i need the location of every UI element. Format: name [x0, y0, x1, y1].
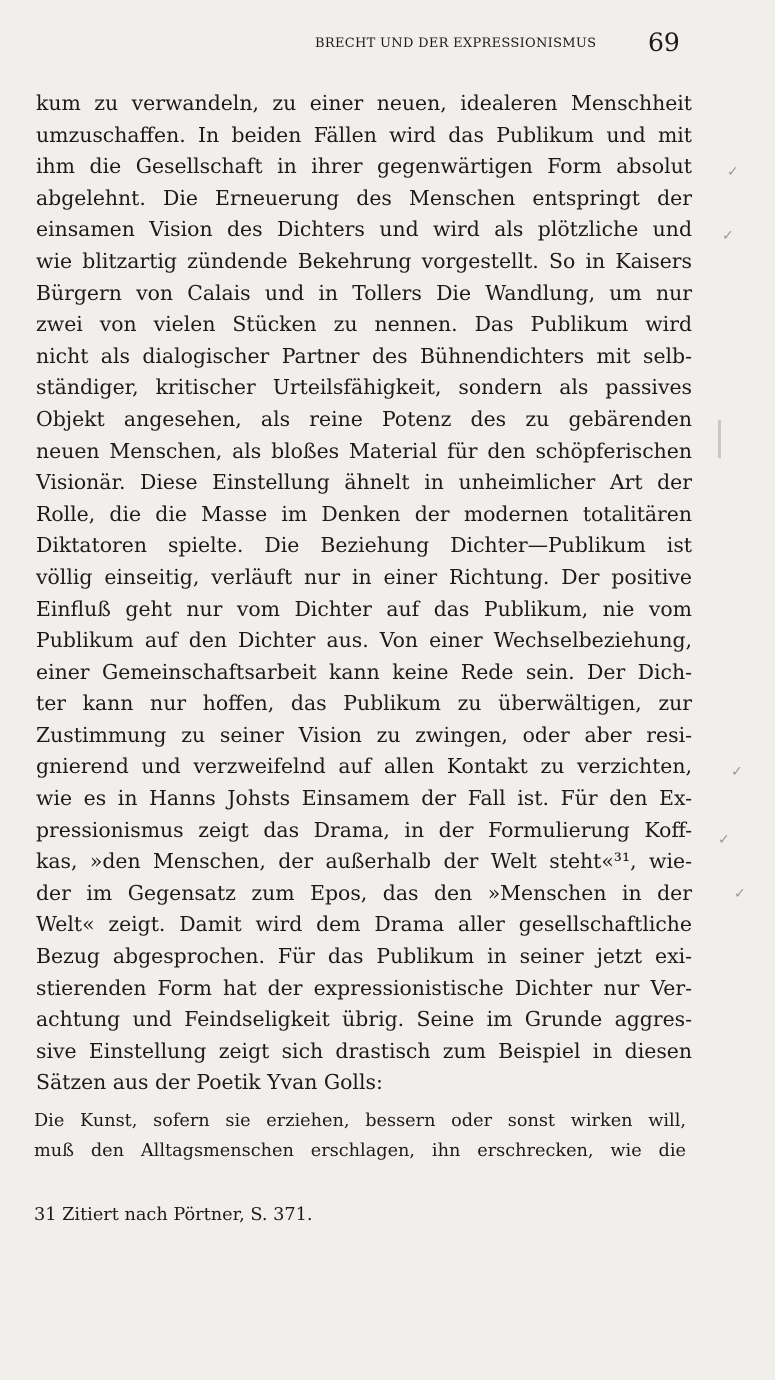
text-line: Diktatoren spielte. Die Beziehung Dichter—Publikum ist: [36, 533, 692, 558]
text-line: umzuschaffen. In beiden Fällen wird das Publikum und mit: [36, 122, 692, 147]
text-line: Bürgern von Calais und in Tollers Die Wandlung, um nur: [36, 280, 692, 305]
text-line: stierenden Form hat der expressionistische Dichter nur Ver-: [36, 975, 692, 1000]
text-line: gnierend und verzweifelnd auf allen Kontakt zu verzichten,: [36, 754, 692, 779]
text-line: ihm die Gesellschaft in ihrer gegenwärtigen Form absolut: [36, 154, 692, 179]
text-line: Rolle, die die Masse im Denken der modernen totalitären: [36, 501, 692, 526]
text-line: Bezug abgesprochen. Für das Publikum in seiner jetzt exi-: [36, 944, 692, 969]
text-line: Objekt angesehen, als reine Potenz des zu gebärenden: [36, 406, 692, 431]
text-line: ter kann nur hoffen, das Publikum zu überwältigen, zur: [36, 691, 692, 716]
footnote: 31 Zitiert nach Pörtner, S. 371.: [34, 1205, 313, 1225]
text-line: ständiger, kritischer Urteilsfähigkeit, sondern als passives: [36, 375, 692, 400]
text-line: der im Gegensatz zum Epos, das den »Menschen in der: [36, 880, 692, 905]
quote-line: Die Kunst, sofern sie erziehen, bessern oder sonst wirken will,: [34, 1111, 686, 1131]
margin-pencil-line: [718, 420, 721, 458]
text-line: pressionismus zeigt das Drama, in der Formulierung Koff-: [36, 817, 692, 842]
text-line: Sätzen aus der Poetik Yvan Golls:: [36, 1070, 383, 1095]
text-line: Welt« zeigt. Damit wird dem Drama aller gesellschaftliche: [36, 912, 692, 937]
text-line: Visionär. Diese Einstellung ähnelt in unheimlicher Art der: [36, 470, 692, 495]
text-line: abgelehnt. Die Erneuerung des Menschen entspringt der: [36, 185, 692, 210]
margin-check-mark: ✓: [731, 764, 743, 780]
text-line: achtung und Feindseligkeit übrig. Seine im Grunde aggres-: [36, 1007, 692, 1032]
body-text: [36, 88, 692, 1099]
margin-check-mark: ✓: [734, 886, 746, 902]
margin-check-mark: ✓: [727, 164, 739, 180]
page-header: [0, 28, 775, 60]
text-line: einer Gemeinschaftsarbeit kann keine Rede sein. Der Dich-: [36, 659, 692, 684]
text-line: nicht als dialogischer Partner des Bühnendichters mit selb-: [36, 343, 692, 368]
margin-check-mark: ✓: [722, 228, 734, 244]
margin-check-mark: ✓: [718, 832, 730, 848]
text-line: Einfluß geht nur vom Dichter auf das Publikum, nie vom: [36, 596, 692, 621]
running-head: BRECHT UND DER EXPRESSIONISMUS: [315, 36, 597, 51]
text-line: wie es in Hanns Johsts Einsamem der Fall ist. Für den Ex-: [36, 786, 692, 811]
text-line: kas, »den Menschen, der außerhalb der Welt steht«³¹, wie-: [36, 849, 692, 874]
text-line: Publikum auf den Dichter aus. Von einer Wechselbeziehung,: [36, 628, 692, 653]
text-line: einsamen Vision des Dichters und wird als plötzliche und: [36, 217, 692, 242]
text-line: kum zu verwandeln, zu einer neuen, idealeren Menschheit: [36, 91, 692, 115]
text-line: wie blitzartig zündende Bekehrung vorgestellt. So in Kaisers: [36, 248, 692, 273]
text-line: Zustimmung zu seiner Vision zu zwingen, oder aber resi-: [36, 722, 692, 747]
page-number: 69: [648, 28, 680, 57]
text-line: sive Einstellung zeigt sich drastisch zum Beispiel in diesen: [36, 1038, 692, 1063]
text-line: neuen Menschen, als bloßes Material für den schöpferischen: [36, 438, 692, 463]
text-line: völlig einseitig, verläuft nur in einer Richtung. Der positive: [36, 564, 692, 589]
text-line: zwei von vielen Stücken zu nennen. Das Publikum wird: [36, 312, 692, 337]
block-quote: [34, 1106, 686, 1166]
quote-line: muß den Alltagsmenschen erschlagen, ihn erschrecken, wie die: [34, 1141, 686, 1161]
